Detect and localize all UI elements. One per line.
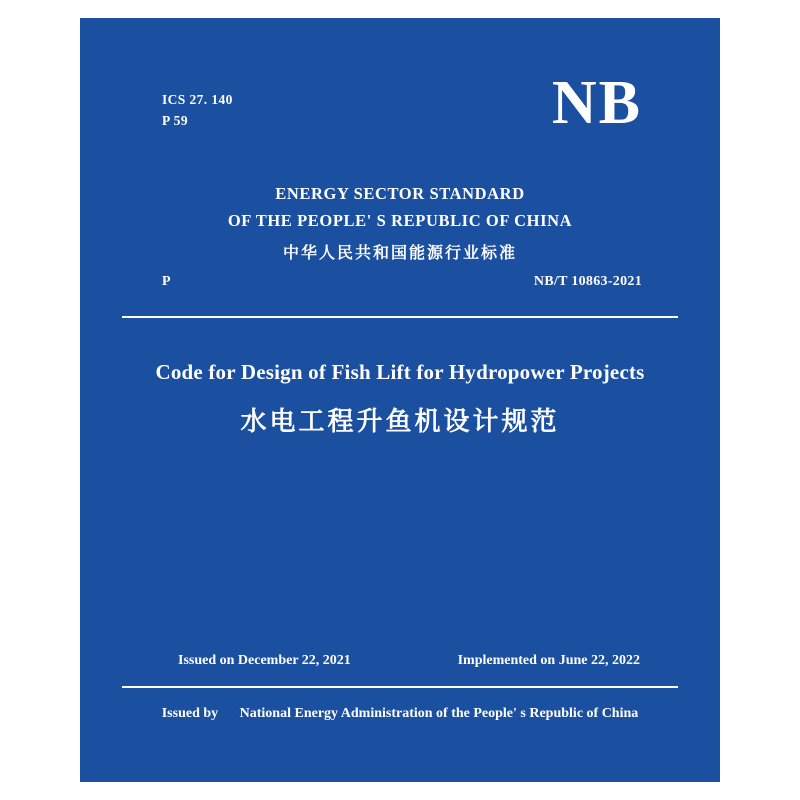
standard-number: NB/T 10863-2021 bbox=[533, 274, 642, 289]
issued-by-label: Issued by bbox=[161, 706, 219, 721]
date-row bbox=[80, 653, 720, 675]
issued-date: Issued on December 22, 2021 bbox=[178, 653, 351, 668]
cover-top-block bbox=[80, 18, 720, 158]
code-row bbox=[80, 274, 720, 298]
issuer-organization: National Energy Administration of the People' s Republic of China bbox=[239, 706, 639, 721]
ics-classification bbox=[162, 90, 233, 132]
implemented-date: Implemented on June 22, 2022 bbox=[457, 653, 640, 668]
standard-heading-en-line1: ENERGY SECTOR STANDARD bbox=[275, 184, 525, 203]
standard-heading-cn: 中华人民共和国能源行业标准 bbox=[282, 243, 517, 263]
ics-category-code: P 59 bbox=[162, 112, 188, 128]
nb-logo: NB bbox=[551, 69, 642, 137]
standard-heading-en-line2: OF THE PEOPLE' S REPUBLIC OF CHINA bbox=[227, 211, 573, 231]
divider-top bbox=[122, 316, 678, 318]
standard-cover bbox=[80, 18, 720, 782]
divider-bottom bbox=[122, 686, 678, 688]
classification-code: P bbox=[162, 274, 171, 289]
document-title bbox=[80, 358, 720, 438]
ics-number: ICS 27. 140 bbox=[162, 92, 233, 107]
issuer-line bbox=[80, 706, 720, 722]
title-english: Code for Design of Fish Lift for Hydropower Projects bbox=[155, 360, 645, 384]
title-chinese: 水电工程升鱼机设计规范 bbox=[240, 407, 560, 438]
standard-heading bbox=[80, 180, 720, 263]
